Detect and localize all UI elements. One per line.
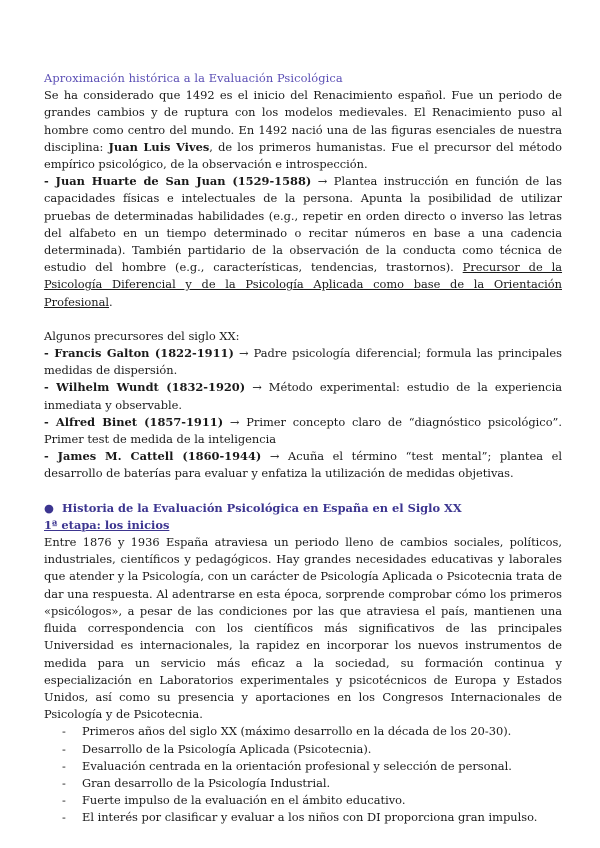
precursor-item <box>44 414 562 448</box>
list-item-text: Primeros años del siglo XX (máximo desarrollo en la década de los 20-30). <box>82 724 512 739</box>
precursor-text: Primer concepto claro de “diagnóstico psicológico”. Primer test de medida de la inteligencia <box>44 414 562 447</box>
huarte-text: Plantea instrucción en función de las capacidades físicas e intelectuales de la persona. Apunta la posibilidad de utilizar pruebas de determinadas habilidades (e.g., repetir en orden directo o inverso las letras del alfabeto en un tiempo determinado o recitar números en base a una cadencia determinada). También partidario de la observación de la conducta como técnica de estudio del hombre (e.g., características, tendencias, trastornos). <box>44 174 562 275</box>
intro-text-end: , de los primeros humanistas. Fue el precursor del método empírico psicológico, de la observación e introspección. <box>44 139 562 172</box>
bullet-icon: ● <box>44 500 54 515</box>
dash-icon: - <box>62 810 66 825</box>
arrow-icon: → <box>252 380 262 395</box>
list-item-text: El interés por clasificar y evaluar a los niños con DI proporciona gran impulso. <box>82 810 538 825</box>
list-item-text: Gran desarrollo de la Psicología Industrial. <box>82 775 331 790</box>
precursor-text: Padre psicología diferencial; formula las principales medidas de dispersión. <box>44 346 562 378</box>
huarte-end: . <box>109 294 113 309</box>
dash-icon: - <box>62 775 66 790</box>
precursor-text: Acuña el término “test mental”; plantea el desarrollo de baterías para evaluar y enfatiza la utilización de medidas objetivas. <box>44 449 563 481</box>
stage-paragraph: Entre 1876 y 1936 España atraviesa un periodo lleno de cambios sociales, políticos, industriales, científicos y pedagógicos. Hay grandes necesidades educativas y laborales que atender y la Psicología, con un carácter de Psicología Aplicada o Psicotecnia trata de dar una respuesta. Al adentrarse en esta época, sorprende comprobar cómo los primeros «psicólogos», a pesar de las condiciones por las que atraviesa el país, mantienen una fluida correspondencia con los científicos más significativos de las principales Universidad es internacionales, la rapidez en incorporar los nuevos instrumentos de medida para un servicio más eficaz a la sociedad, su formación continua y especialización en Laboratorios experimentales y psicotécnicos de Europa y Estados Unidos, así como su presencia y aportaciones en los Congresos Internacionales de Psicología y de Psicotecnia. <box>44 535 562 722</box>
stage-list <box>44 723 562 826</box>
precursor-item <box>44 448 562 482</box>
dash-icon: - <box>62 741 66 756</box>
arrow-icon: → <box>269 449 280 464</box>
list-item <box>62 723 562 740</box>
arrow-icon: → <box>238 346 249 361</box>
dash-icon: - <box>62 758 66 773</box>
precursor-name: - Wilhelm Wundt (1832-1920) <box>44 380 246 395</box>
section2-title: Historia de la Evaluación Psicológica en España en el Siglo XX <box>62 500 462 515</box>
huarte-name: - Juan Huarte de San Juan (1529-1588) <box>44 174 312 189</box>
intro-paragraph <box>44 87 562 173</box>
precursor-name: - Alfred Binet (1857-1911) <box>44 414 224 429</box>
huarte-paragraph <box>44 173 562 311</box>
arrow-icon: → <box>229 414 240 429</box>
list-item <box>62 792 562 809</box>
intro-text: Se ha considerado que 1492 es el inicio del Renacimiento español. Fue un periodo de grandes cambios y de ruptura con los modelos medievales. El Renacimiento puso al hombre como centro del mundo. En 1492 nació una de las figuras esenciales de nuestra disciplina: <box>44 88 562 154</box>
list-item <box>62 741 562 758</box>
section2-heading <box>44 500 562 517</box>
precursor-name: - James M. Cattell (1860-1944) <box>44 449 262 464</box>
document-page <box>44 70 562 827</box>
list-item <box>62 758 562 775</box>
precursor-text: Método experimental: estudio de la experiencia inmediata y observable. <box>44 380 563 412</box>
list-item <box>62 809 562 826</box>
list-item-text: Evaluación centrada en la orientación profesional y selección de personal. <box>82 758 512 773</box>
list-item <box>62 775 562 792</box>
section-title: Aproximación histórica a la Evaluación Psicológica <box>44 71 343 85</box>
dash-icon: - <box>62 793 66 808</box>
dash-icon: - <box>62 724 66 739</box>
precursor-item <box>44 345 562 379</box>
list-item-text: Fuerte impulso de la evaluación en el ámbito educativo. <box>82 793 406 808</box>
huarte-underlined-text: Precursor de la Psicología Diferencial y de la Psicología Aplicada como base de la Orientación Profesional <box>44 260 563 309</box>
precursor-item <box>44 379 562 413</box>
precursor-name: - Francis Galton (1822-1911) <box>44 346 234 361</box>
list-item-text: Desarrollo de la Psicología Aplicada (Psicotecnia). <box>82 741 372 756</box>
precursors-heading: Algunos precursores del siglo XX: <box>44 328 240 343</box>
arrow-icon: → <box>317 174 328 189</box>
vives-name: Juan Luis Vives <box>108 139 210 154</box>
stage-heading: 1ª etapa: los inicios <box>44 517 170 532</box>
